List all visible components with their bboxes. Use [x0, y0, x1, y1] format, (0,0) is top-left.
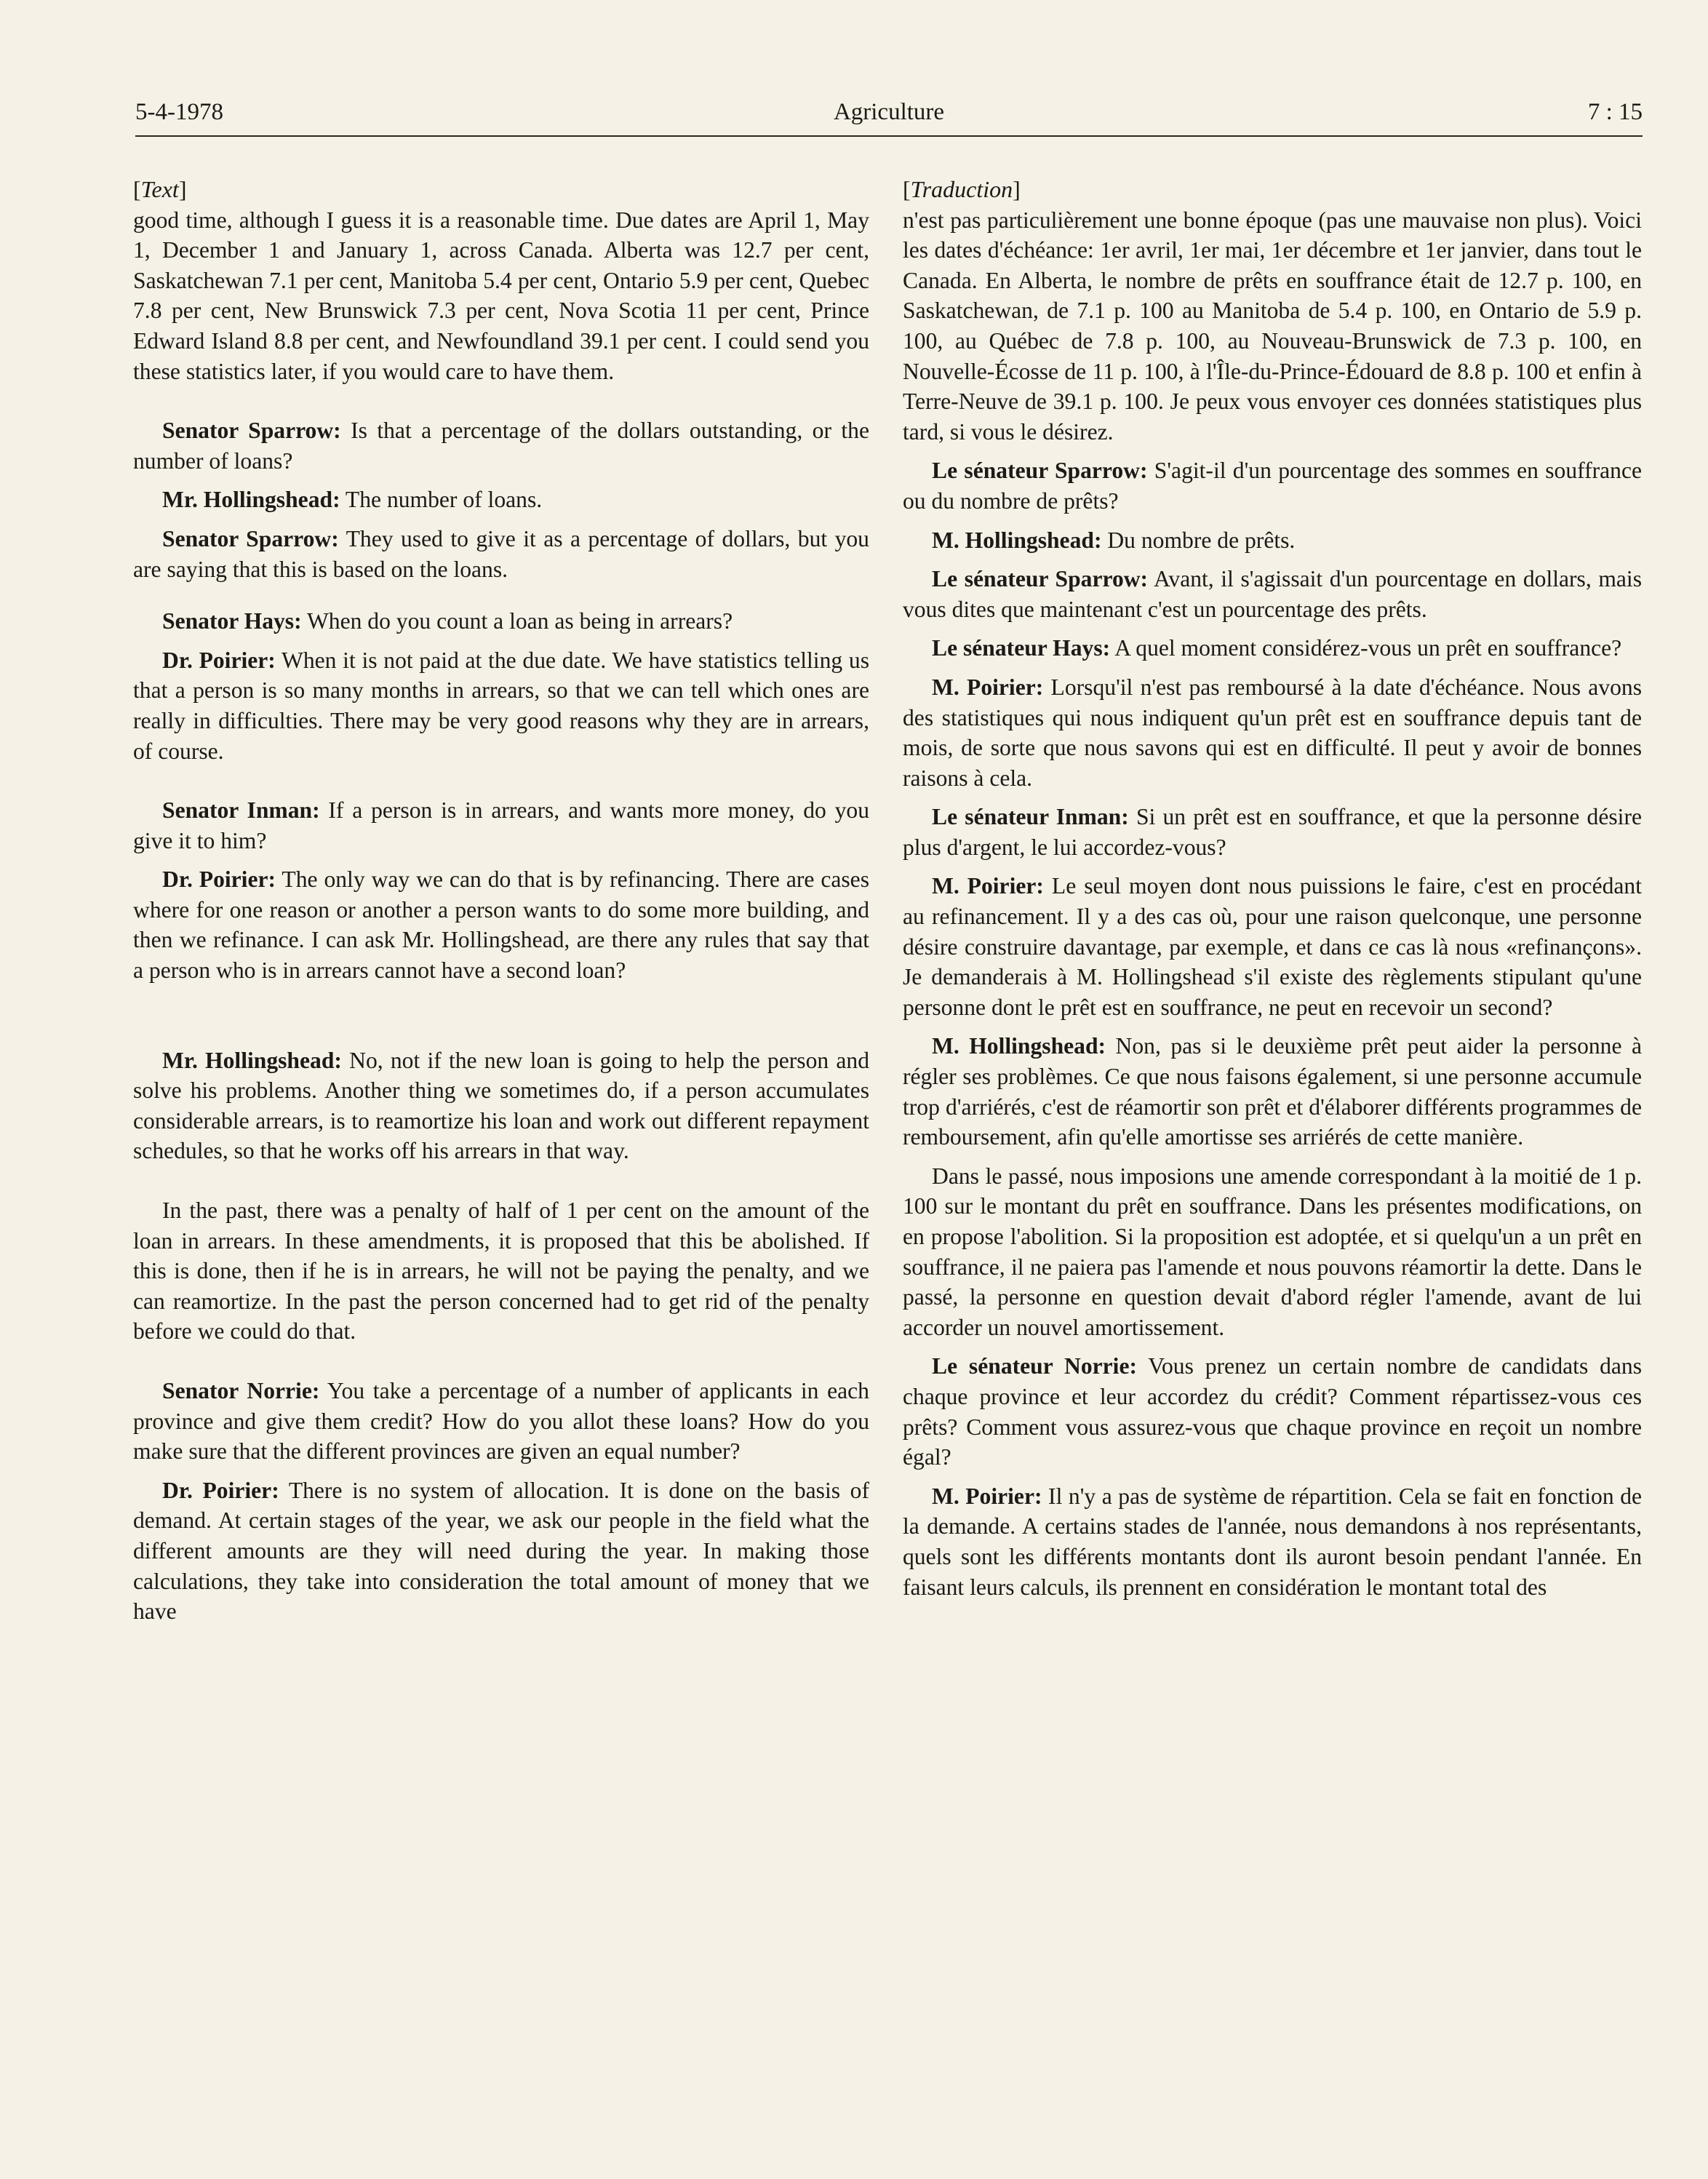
english-paragraph: Dr. Poirier: There is no system of allocation. It is done on the basis of demand. At certain stages of the year, we ask our people in the field what the different amounts are they will need during the year. In making those calculations, they take into consideration the total amount of money that we have: [133, 1477, 869, 1625]
french-paragraph: M. Poirier: Le seul moyen dont nous puissions le faire, c'est en procédant au refinancement. Il y a des cas où, pour une raison quelconque, une personne désire construire davantage, par exemple, et dans ce cas là nous «refinançons». Je demanderais à M. Hollingshead s'il existe des règlements stipulant qu'une personne dont le prêt est en souffrance, ne peut en recevoir un second?: [903, 873, 1642, 1020]
english-paragraph: Senator Inman: If a person is in arrears, and wants more money, do you give it to him?: [133, 797, 870, 853]
english-paragraph: In the past, there was a penalty of half of 1 per cent on the amount of the loan in arrears. In these amendments, it is proposed that this be abolished. If this is done, then if he is in arrears, he will not be paying the penalty, and we can reamortize. In the past the person concerned had to get rid of the penalty before we could do that.: [133, 1198, 869, 1345]
header-date: 5-4-1978: [135, 99, 223, 125]
french-paragraph: Dans le passé, nous imposions une amende correspondant à la moitié de 1 p. 100 sur le montant du prêt en souffrance. Dans les présentes modifications, on en propose l'abolition. Si la proposition est adoptée, et si quelqu'un a un prêt en souffrance, il ne paiera pas l'amende et nous pouvons réamortir la dette. Dans le passé, la personne en question devait d'abord régler l'amende, avant de lui accorder un nouvel amortissement.: [903, 1163, 1642, 1340]
english-paragraph: Mr. Hollingshead: No, not if the new loan is going to help the person and solve his problems. Another thing we sometimes do, if a person accumulates considerable arrears, is to reamortize his loan and work out different repayment schedules, so that he works off his arrears in that way.: [133, 1047, 869, 1164]
english-paragraph: Dr. Poirier: When it is not paid at the due date. We have statistics telling us that a person is so many months in arrears, so that we can tell which ones are really in difficulties. There may be very good reasons why they are in arrears, of course.: [133, 647, 870, 764]
header-page-number: 7 : 15: [1587, 99, 1643, 125]
french-paragraph: M. Poirier: Il n'y a pas de système de répartition. Cela se fait en fonction de la demande. A certains stades de l'année, nous demandons à nos représentants, quels sont les différents montants dont ils auront besoin pendant l'année. En faisant leurs calculs, ils prennent en considération le montant total des: [903, 1483, 1643, 1600]
english-opening-paragraph: good time, although I guess it is a reasonable time. Due dates are April 1, May 1, December 1 and January 1, across Canada. Alberta was 12.7 per cent, Saskatchewan 7.1 per cent, Manitoba 5.4 per cent, Ontario 5.9 per cent, Quebec 7.8 per cent, New Brunswick 7.3 per cent, Nova Scotia 11 per cent, Prince Edward Island 8.8 per cent, and Newfoundland 39.1 per cent. I could send you these statistics later, if you would care to have them.: [133, 207, 869, 384]
french-paragraph: M. Poirier: Lorsqu'il n'est pas remboursé à la date d'échéance. Nous avons des statistiques qui nous indiquent qu'un prêt est en souffrance depuis tant de mois, de sorte que nous savons qui est en difficulté. Il peut y avoir de bonnes raisons à cela.: [903, 674, 1643, 791]
english-paragraph: Dr. Poirier: The only way we can do that is by refinancing. There are cases where for one reason or another a person wants to do some more building, and then we refinance. I can ask Mr. Hollingshead, are there any rules that say that a person who is in arrears cannot have a second loan?: [133, 867, 869, 984]
header-title: Agriculture: [833, 99, 945, 125]
french-paragraph: Le sénateur Hays: A quel moment considérez-vous un prêt en souffrance?: [932, 635, 1622, 661]
english-language-tag: [Text]: [133, 176, 187, 202]
french-paragraph: Le sénateur Norrie: Vous prenez un certain nombre de candidats dans chaque province et leur accordez du crédit? Comment répartissez-vous ces prêts? Comment vous assurez-vous que chaque province en reçoit un nombre égal?: [903, 1353, 1642, 1470]
english-paragraph: Senator Norrie: You take a percentage of a number of applicants in each province and give them credit? How do you allot these loans? How do you make sure that the different provinces are given an equal number?: [133, 1378, 869, 1465]
english-paragraph: Senator Hays: When do you count a loan as being in arrears?: [162, 608, 733, 634]
french-paragraph: Le sénateur Inman: Si un prêt est en souffrance, et que la personne désire plus d'argent, le lui accordez-vous?: [903, 804, 1642, 860]
english-paragraph: Senator Sparrow: They used to give it as a percentage of dollars, but you are saying that this is based on the loans.: [133, 525, 869, 582]
french-opening-paragraph: n'est pas particulièrement une bonne époque (pas une mauvaise non plus). Voici les dates d'échéance: 1er avril, 1er mai, 1er décembre et 1er janvier, dans tout le Canada. En Alberta, le nombre de prêts en souffrance était de 12.7 p. 100, en Saskatchewan, de 7.1 p. 100 au Manitoba de 5.4 p. 100, en Ontario de 5.9 p. 100, au Québec de 7.8 p. 100, au Nouveau-Brunswick de 7.3 p. 100, en Nouvelle-Écosse de 11 p. 100, à l'Île-du-Prince-Édouard de 8.8 p. 100 et enfin à Terre-Neuve de 39.1 p. 100. Je peux vous envoyer ces données statistiques plus tard, si vous le désirez.: [903, 207, 1642, 445]
page-header: [135, 99, 1643, 137]
english-paragraph: Mr. Hollingshead: The number of loans.: [162, 487, 543, 513]
french-language-tag: [Traduction]: [903, 176, 1021, 202]
french-paragraph: Le sénateur Sparrow: S'agit-il d'un pourcentage des sommes en souffrance ou du nombre de prêts?: [903, 458, 1642, 514]
english-paragraph: Senator Sparrow: Is that a percentage of the dollars outstanding, or the number of loans?: [133, 418, 869, 474]
english-column: [133, 175, 869, 1636]
french-paragraph: M. Hollingshead: Non, pas si le deuxième prêt peut aider la personne à régler ses problèmes. Ce que nous faisons également, si une personne accumule trop d'arriérés, c'est de réamortir son prêt et d'élaborer différents programmes de remboursement, afin qu'elle amortisse ses arriérés de cette manière.: [903, 1033, 1642, 1150]
french-paragraph: Le sénateur Sparrow: Avant, il s'agissait d'un pourcentage en dollars, mais vous dites que maintenant c'est un pourcentage des prêts.: [903, 566, 1642, 622]
french-paragraph: M. Hollingshead: Du nombre de prêts.: [932, 527, 1296, 553]
french-column: [903, 175, 1642, 1611]
